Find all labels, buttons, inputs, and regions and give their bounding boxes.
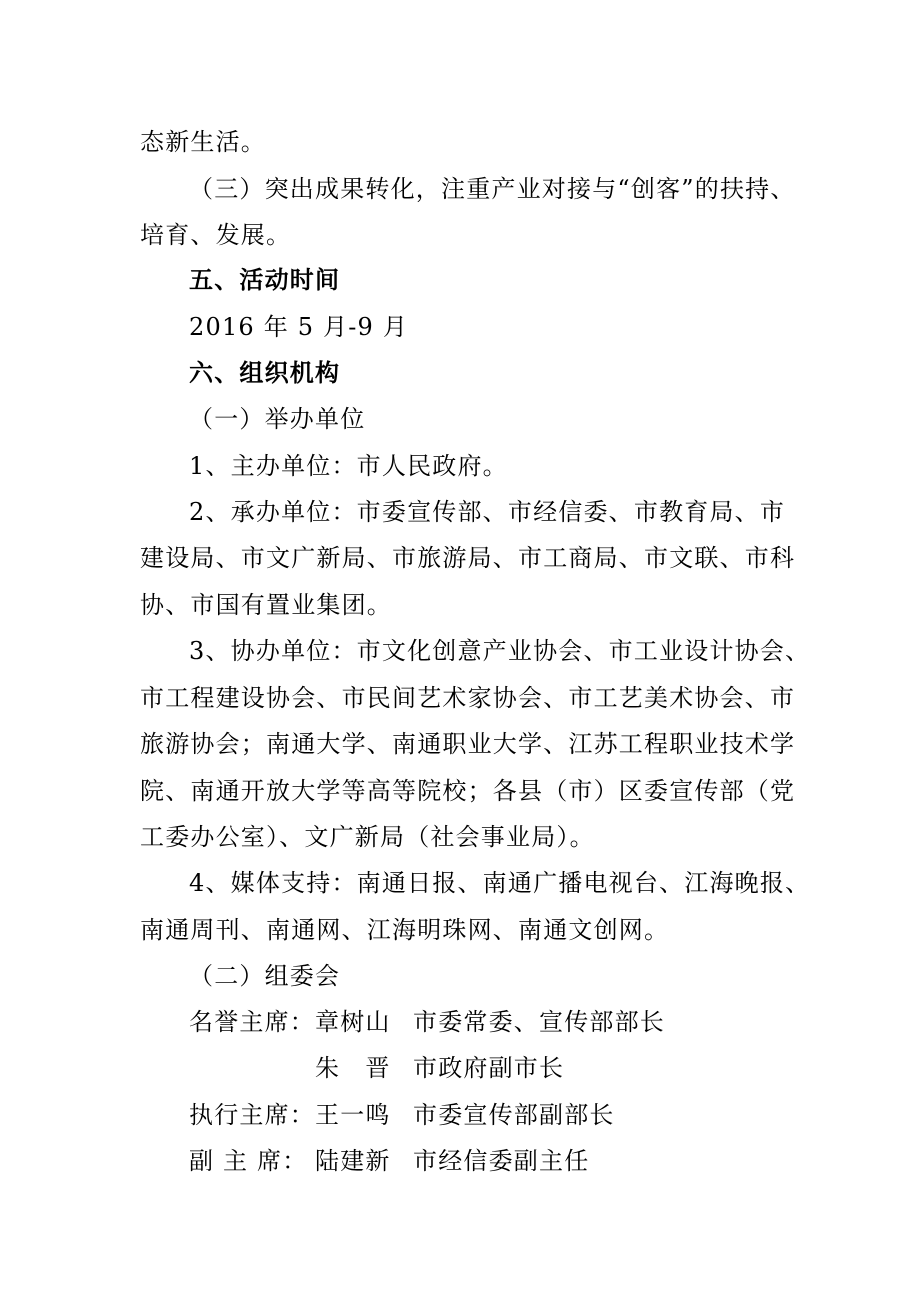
section-heading-time: 五、活动时间 [189, 266, 341, 294]
activity-time: 2016 年 5 月-9 月 [189, 313, 409, 341]
committee-role: 名誉主席： [189, 1008, 315, 1036]
committee-member-name: 王一鸣 [315, 1101, 391, 1129]
committee-member-name: 陆建新 [315, 1147, 391, 1175]
subheading-organizers: （一）举办单位 [189, 405, 366, 433]
organizer-coorganizer-line5: 工委办公室）、文广新局（社会事业局）。 [140, 823, 595, 851]
organizer-host: 1、主办单位：市人民政府。 [189, 452, 508, 480]
organizer-coorganizer-line4: 院、南通开放大学等高等院校；各县（市）区委宣传部（党 [140, 777, 796, 805]
committee-member-title: 市政府副市长 [413, 1054, 565, 1082]
media-support-line1: 4、媒体支持：南通日报、南通广播电视台、江海晚报、 [189, 869, 811, 897]
subheading-committee: （二）组委会 [189, 962, 341, 990]
organizer-coorganizer-line1: 3、协办单位：市文化创意产业协会、市工业设计协会、 [189, 637, 811, 665]
committee-member-title: 市委宣传部副部长 [413, 1101, 615, 1129]
organizer-undertaker-line3: 协、市国有置业集团。 [140, 591, 392, 619]
committee-member-name: 章树山 [315, 1008, 391, 1036]
organizer-undertaker-line1: 2、承办单位：市委宣传部、市经信委、市教育局、市 [189, 498, 786, 526]
paragraph-continuation: 态新生活。 [140, 128, 266, 156]
organizer-undertaker-line2: 建设局、市文广新局、市旅游局、市工商局、市文联、市科 [140, 544, 796, 572]
committee-member-title: 市经信委副主任 [413, 1147, 590, 1175]
committee-role: 副 主 席： [189, 1147, 308, 1175]
paragraph-highlight-3-line2: 培育、发展。 [140, 221, 292, 249]
organizer-coorganizer-line3: 旅游协会；南通大学、南通职业大学、江苏工程职业技术学 [140, 730, 796, 758]
media-support-line2: 南通周刊、南通网、江海明珠网、南通文创网。 [140, 916, 670, 944]
committee-role: 执行主席： [189, 1101, 315, 1129]
committee-member-name: 朱 晋 [315, 1054, 391, 1082]
committee-member-title: 市委常委、宣传部部长 [413, 1008, 665, 1036]
organizer-coorganizer-line2: 市工程建设协会、市民间艺术家协会、市工艺美术协会、市 [140, 684, 796, 712]
section-heading-organization: 六、组织机构 [189, 359, 341, 387]
paragraph-highlight-3-line1: （三）突出成果转化，注重产业对接与“创客”的扶持、 [189, 175, 796, 203]
